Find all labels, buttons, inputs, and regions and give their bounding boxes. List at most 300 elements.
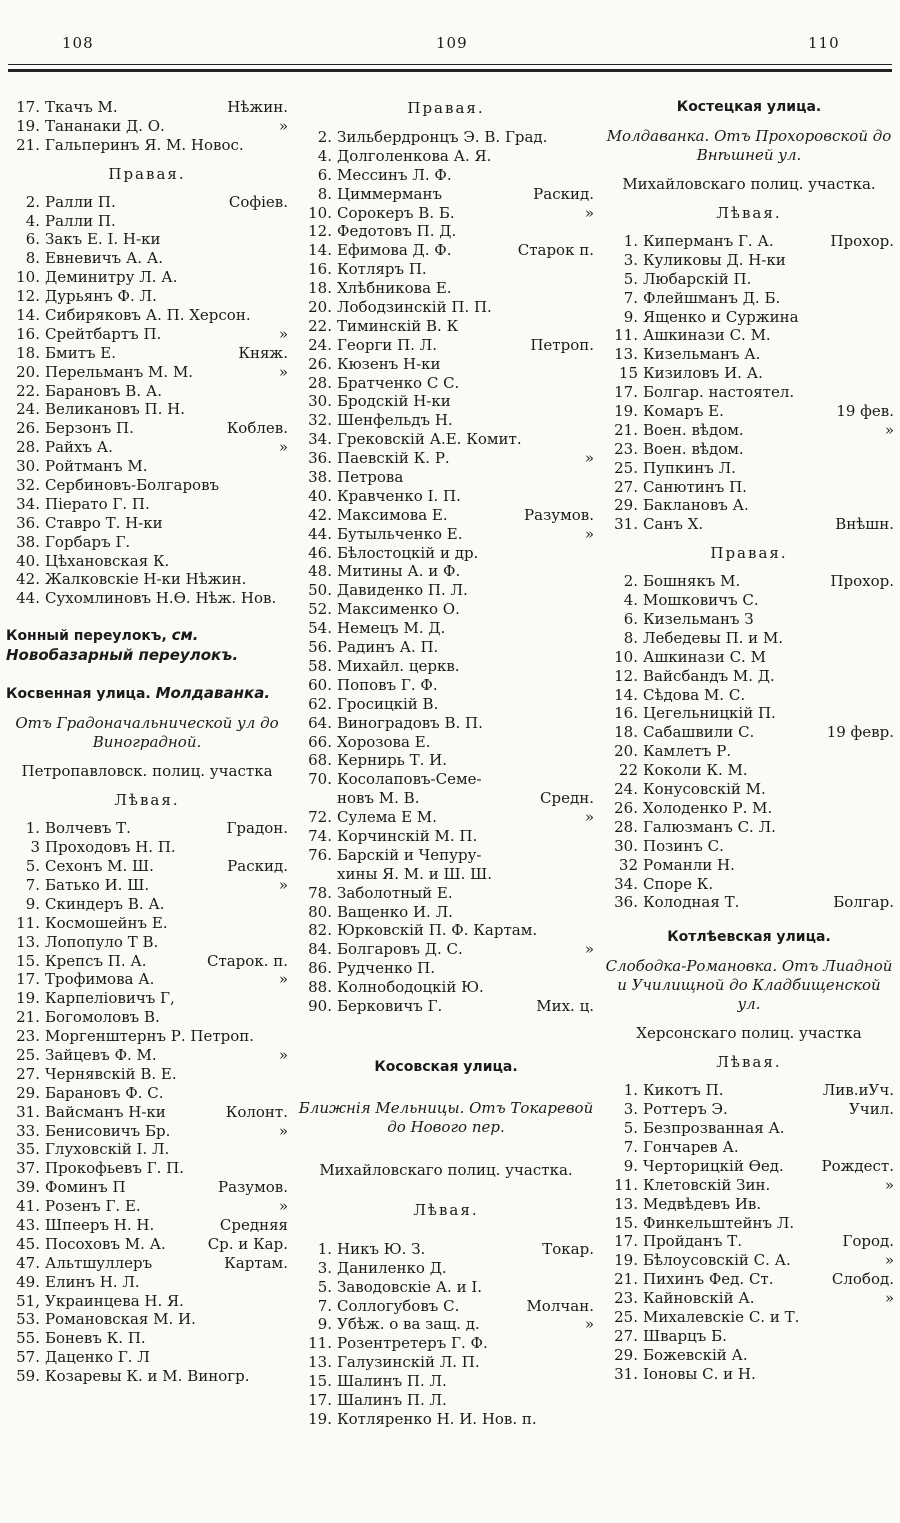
street-kosvennaya: [6, 678, 288, 704]
list-item: [604, 1100, 894, 1119]
resident-name: Пiерато Г. П.: [45, 494, 150, 513]
resident-name: Евневичъ А. А.: [45, 249, 163, 268]
list-item: [604, 761, 894, 780]
house-number: 4.: [25, 211, 40, 230]
resident-name: Великановъ П. Н.: [45, 400, 185, 419]
house-number: 3.: [623, 1100, 638, 1119]
house-number: 20.: [16, 362, 40, 381]
page-number-right: 110: [808, 34, 840, 52]
house-number: 16.: [308, 260, 332, 279]
resident-name: Лопопуло Т В.: [45, 932, 159, 951]
resident-name: Кикотъ П.: [643, 1081, 724, 1100]
list-item: [6, 1216, 288, 1235]
house-number: 24.: [308, 335, 332, 354]
list-item: [604, 402, 894, 421]
house-number: 43.: [16, 1215, 40, 1234]
resident-name: Глуховскiй I. Л.: [45, 1140, 170, 1159]
resident-name: Клетовскiй Зин.: [643, 1175, 771, 1194]
list-item: [298, 1334, 594, 1353]
list-item: [298, 147, 594, 166]
house-number: 10.: [308, 203, 332, 222]
police-district: Петропавловск. полиц. участка: [21, 762, 273, 781]
resident-name: Ефимова Д. Ф.: [337, 241, 452, 260]
list-item: [6, 1235, 288, 1254]
list-item: [6, 344, 288, 363]
list-item: [604, 364, 894, 383]
resident-name: Бенисовичъ Бр.: [45, 1121, 171, 1140]
list-item: [604, 723, 894, 742]
resident-name: Шварцъ Б.: [643, 1326, 727, 1345]
house-number: 56.: [308, 638, 332, 657]
resident-name: Батько И. Ш.: [45, 875, 150, 894]
resident-name: Кюзенъ Н-ки: [337, 354, 441, 373]
house-number: 30.: [16, 457, 40, 476]
house-number: 12.: [16, 287, 40, 306]
resident-name: Рудченко П.: [337, 959, 435, 978]
list-item: [6, 193, 288, 212]
resident-name: Ашкинази С. М: [643, 647, 766, 666]
house-number: 48.: [308, 562, 332, 581]
list-item: [298, 581, 594, 600]
house-number: 86.: [308, 959, 332, 978]
list-item: [604, 251, 894, 270]
side-heading-left: Лѣвая.: [114, 791, 180, 810]
list-item: [604, 1289, 894, 1308]
list-item: [6, 136, 288, 155]
resident-name: Митины А. и Ф.: [337, 562, 461, 581]
house-number: 21.: [614, 420, 638, 439]
house-number: 88.: [308, 978, 332, 997]
house-number: 27.: [614, 1326, 638, 1345]
cross-street: Старок. п.: [206, 951, 288, 970]
list-item: [6, 1159, 288, 1178]
resident-name: Мошковичъ С.: [643, 591, 759, 610]
house-number: 29.: [16, 1083, 40, 1102]
list-item: [604, 1270, 894, 1289]
house-number: 26.: [16, 419, 40, 438]
cross-street: Раскид.: [533, 184, 594, 203]
cross-street: Ср. и Кар.: [207, 1234, 288, 1253]
house-number: 32.: [308, 411, 332, 430]
resident-name: Розенъ Г. Е.: [45, 1197, 141, 1216]
list-item: [6, 1348, 288, 1367]
resident-name: Сербиновъ-Болгаровъ: [45, 476, 220, 495]
house-number: 25.: [614, 1307, 638, 1326]
list-item: [298, 940, 594, 959]
house-number: 29.: [614, 496, 638, 515]
resident-name: Комаръ Е.: [643, 402, 724, 421]
house-number: 5.: [623, 269, 638, 288]
cross-street: »: [278, 362, 288, 381]
resident-name: Карпеліовичъ Г,: [45, 989, 175, 1008]
cross-street: »: [278, 875, 288, 894]
list-item: [298, 714, 594, 733]
list-item: [298, 1391, 594, 1410]
resident-name: Елинъ Н. Л.: [45, 1272, 140, 1291]
cross-street: »: [278, 970, 288, 989]
list-item: [298, 884, 594, 903]
list-item: [298, 1410, 594, 1429]
list-item: [6, 382, 288, 401]
cross-street: Градон.: [226, 819, 288, 838]
resident-name: Бѣлостоцкiй и др.: [337, 543, 479, 562]
resident-name: Куликовы Д. Н-ки: [643, 250, 786, 269]
list-item: [604, 893, 894, 912]
list-item: [6, 552, 288, 571]
resident-name: Сухомлиновъ Н.Ѳ. Нѣж. Нов.: [45, 589, 277, 608]
list-item: [6, 1140, 288, 1159]
list-item: [6, 1197, 288, 1216]
list-item: [604, 289, 894, 308]
resident-name: Даценко Г. Л: [45, 1348, 150, 1367]
list-item: [604, 667, 894, 686]
house-number: 17.: [614, 1232, 638, 1251]
house-number: 68.: [308, 751, 332, 770]
resident-name: Воен. вѣдом.: [643, 439, 744, 458]
resident-name: Кайновскiй А.: [643, 1289, 755, 1308]
list-item: [298, 921, 594, 940]
list-item: [298, 355, 594, 374]
resident-name: Романли Н.: [643, 855, 735, 874]
list-item: [298, 1259, 594, 1278]
house-number: 7.: [317, 1296, 332, 1315]
resident-name: Заводовскiе А. и I.: [337, 1277, 483, 1296]
house-number: 35.: [16, 1140, 40, 1159]
resident-name: Цѣхановская К.: [45, 551, 170, 570]
street-description: Ближнiя Мельницы. Отъ Токаревой до Нового пер.: [298, 1098, 594, 1136]
side-heading-right: Правая.: [108, 164, 186, 183]
list-item: [6, 589, 288, 608]
resident-name: Жалковскiе Н-ки Нѣжин.: [45, 570, 247, 589]
list-item: [6, 876, 288, 895]
list-item: [6, 419, 288, 438]
cross-street: »: [278, 1197, 288, 1216]
house-number: 11.: [614, 1175, 638, 1194]
resident-name: Даниленко Д.: [337, 1258, 447, 1277]
resident-name: Ашкинази С. М.: [643, 326, 771, 345]
resident-name: Райхъ А.: [45, 438, 113, 457]
resident-name: Вайсбандъ М. Д.: [643, 666, 775, 685]
list-item: [604, 1157, 894, 1176]
house-number: 57.: [16, 1348, 40, 1367]
house-number: 18.: [614, 723, 638, 742]
house-number: 17.: [614, 383, 638, 402]
entries-list: [6, 819, 288, 1386]
resident-name: Болгаровъ Д. С.: [337, 940, 463, 959]
list-item: [298, 506, 594, 525]
list-item: [6, 495, 288, 514]
house-number: 36.: [614, 893, 638, 912]
list-item: [298, 468, 594, 487]
house-number: 15.: [614, 1213, 638, 1232]
house-number: 54.: [308, 619, 332, 638]
resident-name: Дурьянъ Ф. Л.: [45, 287, 157, 306]
list-item: [298, 128, 594, 147]
resident-name: Сулема Е М.: [337, 808, 437, 827]
house-number: 10.: [614, 647, 638, 666]
resident-name: Альтшуллеръ: [45, 1253, 153, 1272]
cross-street: Раскид.: [227, 857, 288, 876]
cross-street: »: [584, 940, 594, 959]
cross-street: Рождест.: [821, 1156, 894, 1175]
house-number: 45.: [16, 1234, 40, 1253]
list-item: [604, 308, 894, 327]
resident-name: Тананаки Д. О.: [45, 116, 165, 135]
house-number: 42.: [308, 505, 332, 524]
house-number: 84.: [308, 940, 332, 959]
house-number: 90.: [308, 996, 332, 1015]
house-number: 50.: [308, 581, 332, 600]
cross-street: Лив.иУч.: [822, 1081, 894, 1100]
house-number: 1.: [623, 232, 638, 250]
resident-name: Перельманъ М. М.: [45, 362, 194, 381]
house-number: 5.: [317, 1277, 332, 1296]
list-item: [6, 514, 288, 533]
resident-name: Барановъ В. А.: [45, 381, 162, 400]
resident-name: Никъ Ю. З.: [337, 1239, 426, 1258]
resident-name: новъ М. В.: [337, 789, 420, 808]
header-rule-thick: [8, 69, 892, 72]
list-item: [298, 430, 594, 449]
house-number: 55.: [16, 1329, 40, 1348]
list-item: [6, 1310, 288, 1329]
resident-name: Шпееръ Н. Н.: [45, 1215, 155, 1234]
page-numbers: [0, 34, 900, 58]
list-item: [298, 619, 594, 638]
street-title: Косовская улица.: [374, 1058, 518, 1075]
cross-street: Колонт.: [225, 1102, 288, 1121]
list-item: [6, 1027, 288, 1046]
list-item: [298, 411, 594, 430]
resident-name: Давиденко П. Л.: [337, 581, 468, 600]
side-heading-left: Лѣвая.: [716, 204, 782, 222]
house-number: 49.: [16, 1272, 40, 1291]
list-item: [604, 478, 894, 497]
resident-name: Галюзманъ С. Л.: [643, 817, 776, 836]
house-number: 31.: [614, 1364, 638, 1383]
list-item: [6, 1103, 288, 1122]
resident-name: Колодная Т.: [643, 893, 740, 912]
street-title: Конный переулокъ,: [6, 628, 167, 645]
resident-name: Космошейнъ Е.: [45, 913, 168, 932]
street-reference: см. Новобазарный переулокъ.: [6, 626, 239, 665]
resident-name: Тиминскiй В. К: [337, 316, 459, 335]
resident-name: Поповъ Г. Ф.: [337, 675, 438, 694]
house-number: 8.: [623, 628, 638, 647]
list-item: [6, 857, 288, 876]
entries-list: [298, 128, 594, 1016]
resident-name: Михайл. церкв.: [337, 656, 460, 675]
list-item: [298, 695, 594, 714]
resident-name: Посоховъ М. А.: [45, 1234, 166, 1253]
cross-street: Токар.: [542, 1239, 594, 1258]
house-number: 13.: [614, 1194, 638, 1213]
list-item: [604, 1327, 894, 1346]
list-item: [604, 496, 894, 515]
cross-street: »: [278, 1121, 288, 1140]
house-number: 11.: [614, 326, 638, 345]
list-item: [298, 751, 594, 770]
list-item: [604, 1251, 894, 1270]
cross-street: »: [584, 203, 594, 222]
resident-name: Божевскiй А.: [643, 1345, 748, 1364]
resident-name: Гальперинъ Я. М. Новос.: [45, 135, 244, 154]
resident-name: Шалинъ П. Л.: [337, 1390, 447, 1409]
cross-street: »: [884, 1175, 894, 1194]
cross-street: Прохор.: [830, 232, 894, 250]
list-item: [604, 1176, 894, 1195]
resident-name: Фоминъ П: [45, 1178, 126, 1197]
list-item: [298, 241, 594, 260]
house-number: 13.: [308, 1353, 332, 1372]
house-number: 6.: [317, 165, 332, 184]
side-heading-left: Лѣвая.: [413, 1200, 479, 1219]
list-item: [604, 383, 894, 402]
house-number: 32: [618, 855, 638, 874]
house-number: 3: [30, 838, 40, 857]
list-item: [604, 780, 894, 799]
resident-name: Корчинскiй М. П.: [337, 826, 478, 845]
cross-street: »: [278, 438, 288, 457]
house-number: 46.: [308, 543, 332, 562]
street-description: Молдаванка. Отъ Прохоровской до Внѣшней ул.: [606, 127, 892, 164]
resident-name: Козаревы К. и М. Виногр.: [45, 1367, 250, 1386]
resident-name: Срейтбартъ П.: [45, 324, 162, 343]
resident-name: Зильбердронцъ Э. В. Град.: [337, 128, 548, 146]
list-item: [298, 449, 594, 468]
list-item: [298, 317, 594, 336]
house-number: 23.: [614, 439, 638, 458]
list-item: [604, 345, 894, 364]
house-number: 72.: [308, 808, 332, 827]
house-number: 78.: [308, 883, 332, 902]
list-item: [6, 989, 288, 1008]
list-item: [298, 733, 594, 752]
cross-street: Коблев.: [226, 419, 288, 438]
house-number: 24.: [614, 780, 638, 799]
house-number: 26.: [308, 354, 332, 373]
list-item: [6, 117, 288, 136]
police-district: Михайловскаго полиц. участка.: [622, 175, 876, 193]
house-number: 74.: [308, 826, 332, 845]
list-item: [298, 298, 594, 317]
side-heading-right: Правая.: [710, 544, 788, 563]
list-item: [604, 1214, 894, 1233]
house-number: 21.: [16, 135, 40, 154]
list-item: [298, 222, 594, 241]
list-item: [604, 648, 894, 667]
resident-name: Вайсманъ Н-ки: [45, 1102, 166, 1121]
house-number: 17.: [16, 970, 40, 989]
house-number: 12.: [308, 222, 332, 241]
list-item: [298, 808, 594, 827]
list-item: [604, 1232, 894, 1251]
resident-name: Сехонъ М. Ш.: [45, 857, 154, 876]
resident-name: Прокофьевъ Г. П.: [45, 1159, 184, 1178]
resident-name: Безпрозванная А.: [643, 1119, 785, 1138]
house-number: 8.: [25, 249, 40, 268]
list-item: [298, 1315, 594, 1334]
house-number: 14.: [16, 306, 40, 325]
resident-name: Косолаповъ-Семе-: [337, 770, 482, 789]
house-number: 19.: [614, 402, 638, 421]
resident-name: Розентретеръ Г. Ф.: [337, 1334, 488, 1353]
list-item: [6, 1254, 288, 1273]
cross-street: Город.: [842, 1232, 894, 1251]
resident-name: Киперманъ Г. А.: [643, 232, 774, 250]
house-number: 18.: [16, 343, 40, 362]
cross-street: Слобод.: [831, 1270, 894, 1289]
house-number: 1.: [623, 1081, 638, 1100]
list-item: [6, 838, 288, 857]
street-area: Молдаванка.: [155, 684, 271, 703]
list-item: [298, 204, 594, 223]
house-number: 59.: [16, 1367, 40, 1386]
street-title: Костецкая улица.: [676, 99, 822, 115]
list-item: [298, 600, 594, 619]
house-number: 12.: [614, 666, 638, 685]
resident-name: Лебедевы П. и М.: [643, 628, 784, 647]
resident-name: Радинъ А. П.: [337, 638, 439, 657]
cross-street: Разумов.: [524, 505, 594, 524]
resident-name: Ткачъ М.: [45, 98, 118, 116]
resident-name: Убѣж. о ва защ. д.: [337, 1315, 480, 1334]
resident-name: Черторицкiй Ѳед.: [643, 1156, 784, 1175]
list-item: [6, 933, 288, 952]
resident-name: Барановъ Ф. С.: [45, 1083, 164, 1102]
resident-name: Цегельницкiй П.: [643, 704, 776, 723]
street-description: Слободка-Романовка. Отъ Лиадной и Училищной до Кладбищенской ул.: [605, 957, 893, 1014]
list-item: [6, 952, 288, 971]
column-3: [604, 98, 894, 1384]
column-1: [6, 98, 288, 1386]
resident-name: Сѣдова М. С.: [643, 685, 746, 704]
list-item: [604, 440, 894, 459]
list-item: [6, 1122, 288, 1141]
resident-name: Гросицкiй В.: [337, 694, 439, 713]
resident-name: Закъ Е. I. Н-ки: [45, 230, 161, 249]
header-rule-thin: [8, 64, 892, 65]
resident-name: Лободзинскiй П. П.: [337, 298, 492, 317]
cross-street: »: [278, 116, 288, 135]
list-item: [6, 363, 288, 382]
cross-street: Учил.: [848, 1100, 894, 1119]
resident-name: Барскiй и Чепуру-: [337, 845, 482, 864]
house-number: 36.: [308, 449, 332, 468]
house-number: 52.: [308, 600, 332, 619]
police-district: Михайловскаго полиц. участка.: [319, 1160, 573, 1179]
house-number: 14.: [614, 685, 638, 704]
list-item: [6, 438, 288, 457]
cross-street: Молчан.: [526, 1296, 594, 1315]
list-item: [604, 686, 894, 705]
entries-list: [604, 572, 894, 912]
house-number: 40.: [308, 486, 332, 505]
resident-name: Проходовъ Н. П.: [45, 838, 176, 857]
house-number: 44.: [16, 589, 40, 608]
entries-list: [6, 98, 288, 155]
resident-name: Котляренко Н. И. Нов. п.: [337, 1409, 537, 1428]
house-number: 44.: [308, 524, 332, 543]
resident-name: Георги П. Л.: [337, 335, 437, 354]
house-number: 13.: [614, 345, 638, 364]
cross-street: »: [278, 1045, 288, 1064]
resident-name: Гончарев А.: [643, 1137, 739, 1156]
list-item: [604, 799, 894, 818]
list-item: [604, 270, 894, 289]
list-item: [6, 325, 288, 344]
house-number: 20.: [614, 742, 638, 761]
